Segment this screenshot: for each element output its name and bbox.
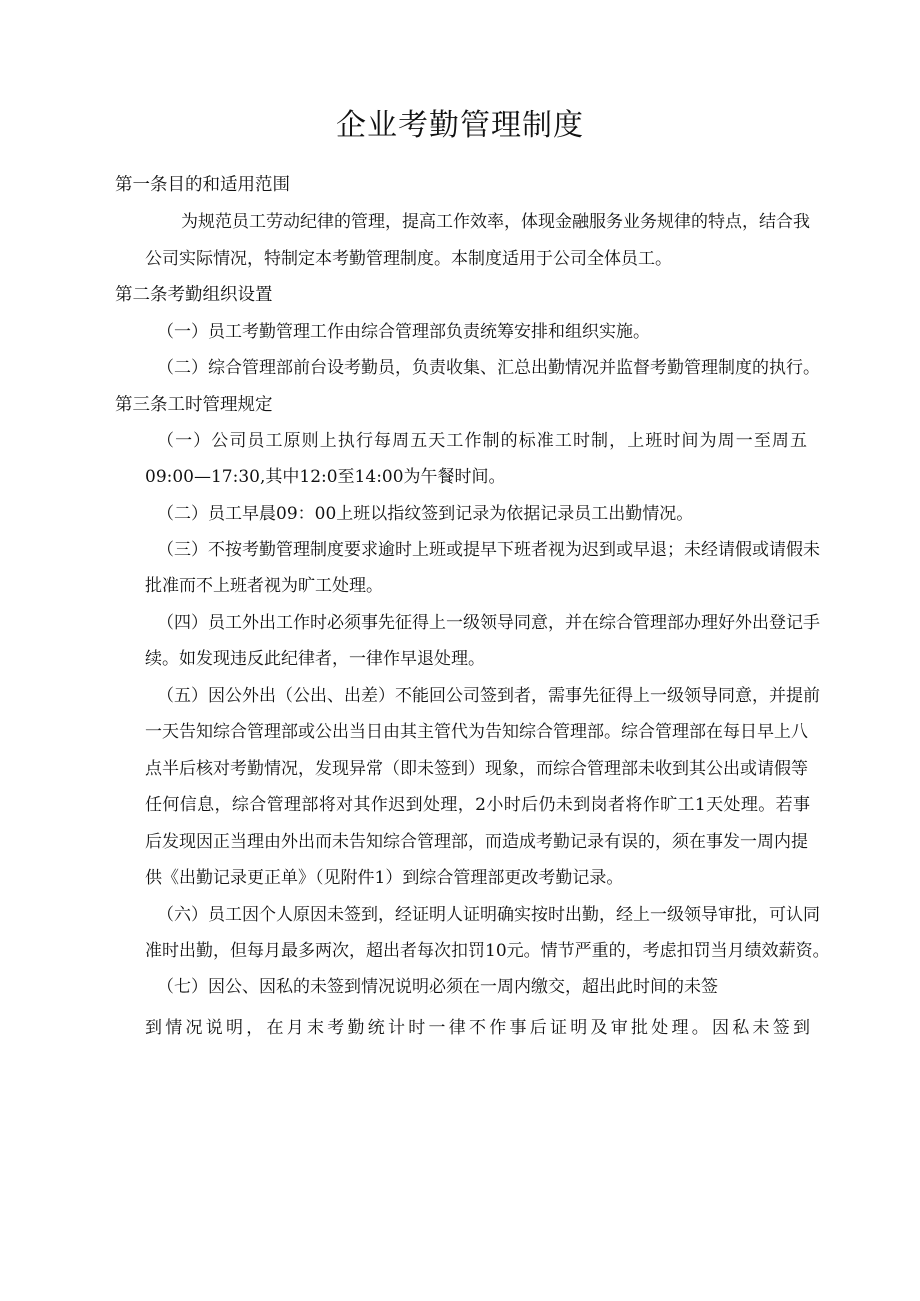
paragraph-line: 公司实际情况，特制定本考勤管理制度。本制度适用于公司全体员工。 [145, 249, 672, 269]
paragraph-line: （一）公司员工原则上执行每周五天工作制的标准工时制，上班时间为周一至周五 [157, 431, 807, 451]
section-heading-1: 第一条目的和适用范围 [115, 175, 290, 195]
paragraph-line: 点半后核对考勤情况，发现异常（即未签到）现象，而综合管理部未收到其公出或请假等 [145, 759, 808, 779]
paragraph-line: 任何信息，综合管理部将对其作迟到处理，2小时后仍未到岗者将作旷工1天处理。若事 [145, 795, 810, 815]
paragraph-line: （二）员工早晨09：00上班以指纹签到记录为依据记录员工出勤情况。 [157, 504, 694, 524]
document-title: 企业考勤管理制度 [336, 108, 584, 143]
paragraph-line: （三）不按考勤管理制度要求逾时上班或提早下班者视为迟到或早退；未经请假或请假未 [157, 540, 820, 560]
paragraph-line: （七）因公、因私的未签到情况说明必须在一周内缴交，超出此时间的未签 [157, 977, 718, 997]
section-heading-3: 第三条工时管理规定 [115, 395, 273, 415]
paragraph-line: 准时出勤，但每月最多两次，超出者每次扣罚10元。情节严重的，考虑扣罚当月绩效薪资。 [145, 941, 830, 961]
paragraph-line: （五）因公外出（公出、出差）不能回公司签到者，需事先征得上一级领导同意，并提前 [157, 686, 820, 706]
paragraph-line: 一天告知综合管理部或公出当日由其主管代为告知综合管理部。综合管理部在每日早上八 [145, 722, 808, 742]
paragraph-line: （四）员工外出工作时必须事先征得上一级领导同意，并在综合管理部办理好外出登记手 [157, 613, 820, 633]
paragraph-line: （二）综合管理部前台设考勤员，负责收集、汇总出勤情况并监督考勤管理制度的执行。 [157, 358, 820, 378]
paragraph-line: 到情况说明，在月末考勤统计时一律不作事后证明及审批处理。因私未签到 [145, 1018, 810, 1038]
paragraph-line: 09:00—17:30,其中12:0至14:00为午餐时间。 [145, 467, 506, 487]
section-heading-2: 第二条考勤组织设置 [115, 285, 273, 305]
paragraph-line: 供《出勤记录更正单》（见附件1）到综合管理部更改考勤记录。 [145, 868, 624, 888]
paragraph-line: （六）员工因个人原因未签到，经证明人证明确实按时出勤，经上一级领导审批，可认同 [157, 905, 820, 925]
paragraph-line: 续。如发现违反此纪律者，一律作早退处理。 [145, 649, 485, 669]
paragraph-line: 批准而不上班者视为旷工处理。 [145, 576, 383, 596]
paragraph-line: 后发现因正当理由外出而未告知综合管理部，而造成考勤记录有误的，须在事发一周内提 [145, 832, 808, 852]
paragraph-line: 为规范员工劳动纪律的管理，提高工作效率，体现金融服务业务规律的特点，结合我 [181, 212, 810, 232]
paragraph-line: （一）员工考勤管理工作由综合管理部负责统筹安排和组织实施。 [157, 322, 650, 342]
